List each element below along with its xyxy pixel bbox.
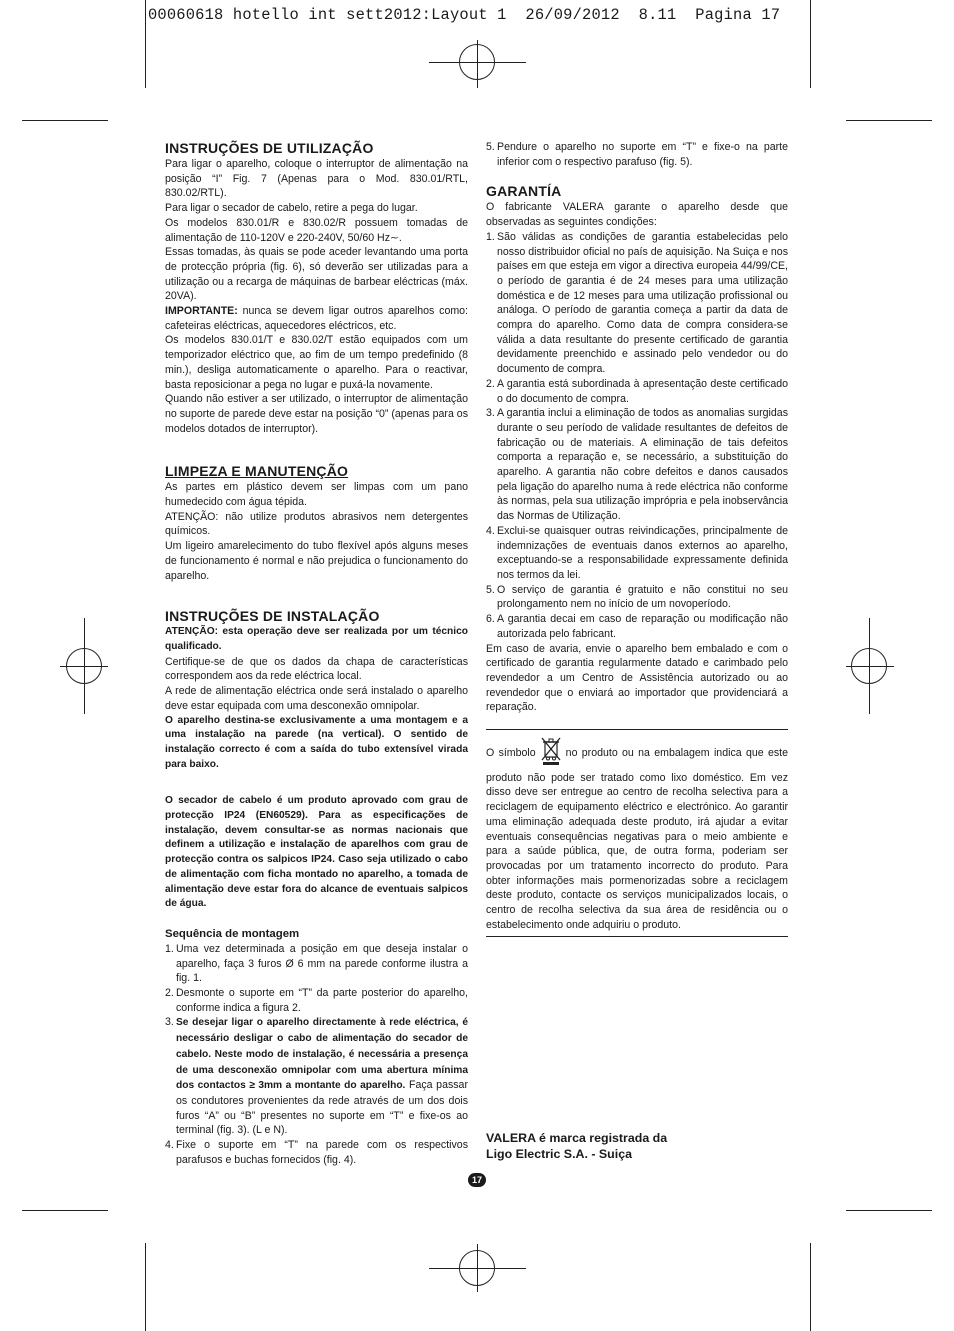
list-item: 6. A garantia decai em caso de reparação ou modificação não autorizada pelo fabricant. xyxy=(486,613,788,640)
important-text: nunca se devem ligar outros aparelhos como: cafeteiras eléctricas, aquecedores eléctricos, etc. xyxy=(165,305,468,332)
subsection-title-assembly: Sequência de montagem xyxy=(165,927,300,940)
paragraph: Para ligar o secador de cabelo, retire a pega do lugar. xyxy=(165,202,418,215)
paragraph: Os modelos 830.01/R e 830.02/R possuem tomadas de alimentação de 110-120V e 220-240V, 50/60 Hz∼. xyxy=(165,216,468,244)
paragraph: ATENÇÃO: não utilize produtos abrasivos nem detergentes químicos. xyxy=(165,510,468,538)
list-item: 1. São válidas as condições de garantia estabelecidas pelo nosso distribuidor oficial no país de aquisição. Na Suiça e nos países em que esteja em vigor a directiva europeia 44/99/CE, o período de garantia é de 24 meses para uma utilização doméstica e de 12 meses para uma utilização profissional ou análoga. O período de garantia começa a partir da data de compra do aparelho. Como data de compra considera-se válida a data resultante do presente certificado de garantia devidamente preenchido e assinado pelo vendedor ou do documento de compra. xyxy=(486,230,788,376)
bold-paragraph: O aparelho destina-se exclusivamente a uma montagem e a uma instalação na parede (na vertical). O sentido de instalação correcto é com a saída do tubo extensível virada para baixo. xyxy=(165,714,468,770)
assembly-steps-continued xyxy=(486,140,788,169)
list-item: 4. Fixe o suporte em “T” na parede com os respectivos parafusos e buchas fornecidos (fig. 4). xyxy=(165,1139,468,1166)
section-title-usage: INSTRUÇÕES DE UTILIZAÇÃO xyxy=(165,140,374,156)
warning-paragraph: ATENÇÃO: esta operação deve ser realizada por um técnico qualificado. xyxy=(165,626,468,652)
list-item: 2. A garantia está subordinada à apresentação deste certificado o do documento de compra. xyxy=(486,377,788,405)
list-item: 5. O serviço de garantia é gratuito e não constitui no seu prolongamento nem no início de um novoperíodo. xyxy=(486,583,788,611)
warranty-conditions xyxy=(486,230,788,642)
print-slug: 00060618 hotello int sett2012:Layout 1 26/09/2012 8.11 Pagina 17 xyxy=(148,6,781,24)
divider xyxy=(486,936,788,937)
list-item: 2. Desmonte o suporte em “T” da parte posterior do aparelho, conforme indica a figura 2. xyxy=(165,987,468,1014)
paragraph: Para ligar o aparelho, coloque o interruptor de alimentação na posição “I” Fig. 7 (Apenas para o Mod. 830.01/RTL, 830.02/RTL). xyxy=(165,158,468,200)
paragraph: A rede de alimentação eléctrica onde será instalado o aparelho deve estar equipada com uma desconexão omnipolar. xyxy=(165,685,468,712)
paragraph: O fabricante VALERA garante o aparelho desde que observadas as seguintes condições: xyxy=(486,201,788,229)
paragraph: Essas tomadas, às quais se pode aceder levantando uma porta de protecção própria (fig. 6), só deverão ser utilizadas para a utilização ou a recarga de máquinas de barbear eléctricas (máx. 20VA). xyxy=(165,246,468,303)
paragraph: Um ligeiro amarelecimento do tubo flexível após alguns meses de funcionamento é normal e não prejudica o funcionamento do aparelho. xyxy=(165,540,468,582)
trademark-note: VALERA é marca registrada da Ligo Electric S.A. - Suiça xyxy=(486,1131,668,1161)
paragraph: Quando não estiver a ser utilizado, o interruptor de alimentação no suporte de parede deve estar na posição “0” (apenas para os modelos dotados de interruptor). xyxy=(165,393,468,435)
bold-paragraph: O secador de cabelo é um produto aprovado com grau de protecção IP24 (EN60529). Para as especificações de instalação, devem consultar-se as normas nacionais que definem a utilização e instalação de aparelhos com grau de protecção contra os salpicos IP24. Caso seja utilizado o cabo de alimentação com ficha montado no aparelho, a tomada de alimentação deve estar fora do alcance de eventuais salpicos de água. xyxy=(165,795,468,910)
list-item: 5. Pendure o aparelho no suporte em “T” e fixe-o na parte inferior com o respectivo parafuso (fig. 5). xyxy=(486,141,788,168)
paragraph xyxy=(165,304,468,333)
list-item: 3. Se desejar ligar o aparelho directamente à rede eléctrica, é necessário desligar o cabo de alimentação do secador de cabelo. Neste modo de instalação, é necessária a presença de uma desconexão omnipolar com uma abertura mínima dos contactos ≥ 3mm a montante do aparelho. Faça passar os condutores provenientes da rede através de um dos dois furos “A” ou “B” presentes no suporte em “T” e fixe-os ao terminal (fig. 3). (L e N). xyxy=(165,1016,468,1137)
section-title-warranty: GARANTÍA xyxy=(486,183,562,200)
list-item: 1. Uma vez determinada a posição em que deseja instalar o aparelho, faça 3 furos Ø 6 mm na parede conforme ilustra a fig. 1. xyxy=(165,942,468,985)
left-column xyxy=(165,139,468,1167)
page-number: 17 xyxy=(468,1173,486,1187)
list-item: 3. A garantia inclui a eliminação de todos as anomalias surgidas durante o seu período de validade resultantes de defeitos de fabricação ou de materiais. A eliminação de tais defeitos comporta a reparação e, se necessário, a substituição do aparelho. A garantia não cobre defeitos e danos causados pela ligação do aparelho numa à rede eléctrica não conforme às normas, pela sua utilização imprópria e pela inobservância das Normas de Utilização. xyxy=(486,407,788,523)
weee-paragraph: O símbolo no produto ou na embalagem indica que este produto não pode ser tratado como lixo doméstico. Em vez disso deve ser entregue ao centro de recolha selectiva para a reciclagem de equipamento eléctrico e electrónico. Ao garantir uma eliminação adequada deste produto, irá ajudar a evitar eventuais consequências negativas para o meio ambiente e para a saúde pública, que, de outra forma, poderiam ser provocadas por um tratamento incorrecto do produto. Para obter informações mais pormenorizadas sobre a reciclagem deste produto, contacte os serviços municipalizados locais, o centro de recolha selectiva da sua área de residência ou o estabelecimento onde adquiriu o produto. xyxy=(486,736,788,932)
paragraph: Certifique-se de que os dados da chapa de características correspondem aos da rede eléctrica local. xyxy=(165,655,468,683)
list-item: 4. Exclui-se quaisquer outras reivindicações, principalmente de indemnizações de eventuais danos externos ao aparelho, exceptuando-se a responsabilidade expressamente definida nos termos da lei. xyxy=(486,524,788,581)
right-column xyxy=(486,140,788,937)
important-label: IMPORTANTE: xyxy=(165,305,238,318)
paragraph: Em caso de avaria, envie o aparelho bem embalado e com o certificado de garantia regularmente datado e carimbado pelo revendedor a um Centro de Assistência autorizado ou ao revendedor que o enviará ao importador que providenciará a reparação. xyxy=(486,642,788,714)
paragraph: Os modelos 830.01/T e 830.02/T estão equipados com um temporizador eléctrico que, ao fim de um tempo predefinido (8 min.), desliga automaticamente o aparelho. Para o reactivar, basta reposicionar a pega no lugar e puxá-la novamente. xyxy=(165,334,468,391)
crossed-out-wheeled-bin-icon xyxy=(540,736,562,771)
paragraph: As partes em plástico devem ser limpas com um pano humedecido com água tépida. xyxy=(165,481,468,509)
section-title-cleaning: LIMPEZA E MANUTENÇÃO xyxy=(165,463,349,480)
section-title-installation: INSTRUÇÕES DE INSTALAÇÃO xyxy=(165,608,380,625)
assembly-steps xyxy=(165,942,468,1168)
